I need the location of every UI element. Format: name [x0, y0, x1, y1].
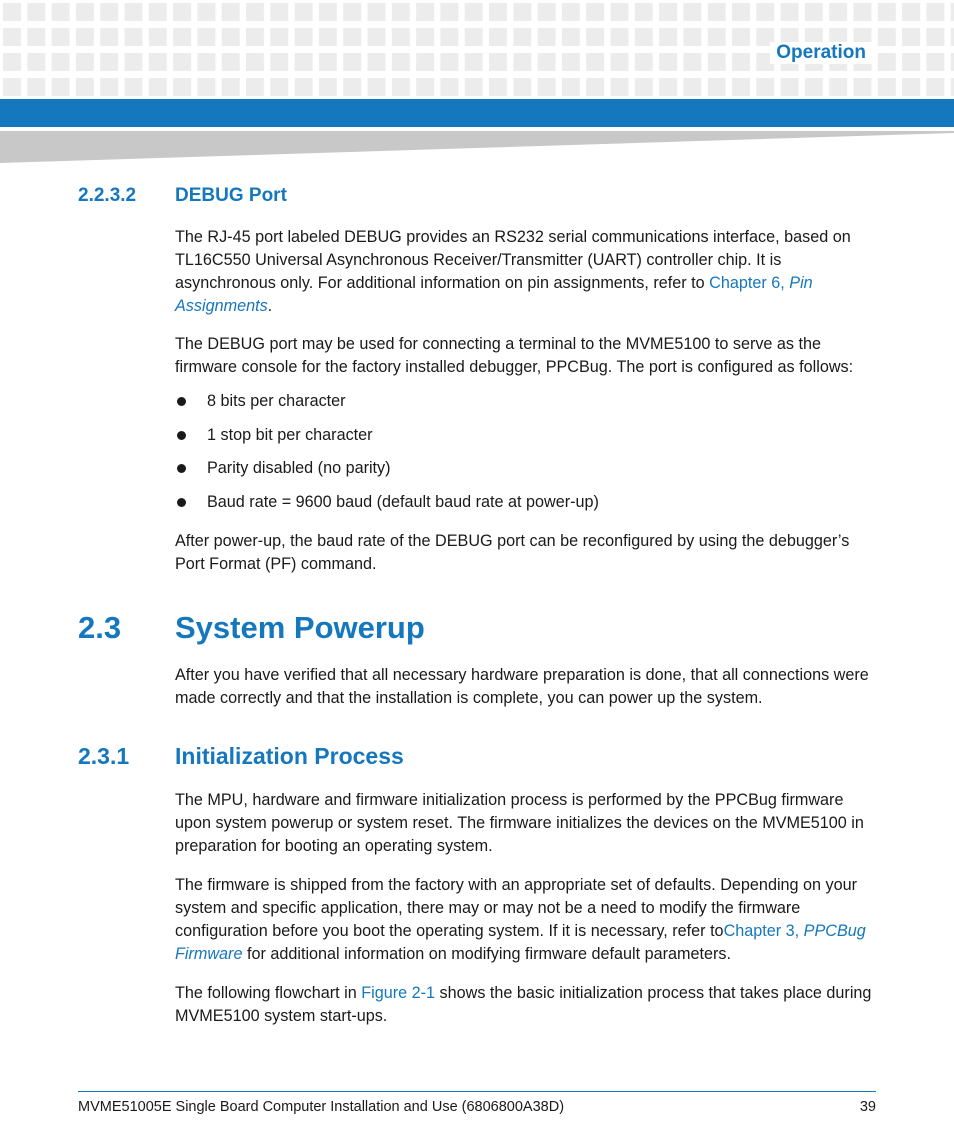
paragraph-init-overview: The MPU, hardware and firmware initialization process is performed by the PPCBug firmware upon system powerup or system reset. The firmware initializes the devices on the MVME5100 in preparation for booting an operating system.: [175, 791, 864, 855]
header-blue-bar: [0, 99, 954, 127]
heading-system-powerup: [78, 610, 425, 646]
bullet-icon: [177, 397, 186, 406]
heading-number: 2.3: [78, 610, 122, 645]
paragraph-debug-config: The DEBUG port may be used for connecting a terminal to the MVME5100 to serve as the firmware console for the factory installed debugger, PPCBug. The port is configured as follows:: [175, 335, 854, 376]
paragraph-init-defaults: [175, 874, 880, 966]
bullet-icon: [177, 498, 186, 507]
paragraph-end: shows the basic initialization process that takes place during MVME5100 system start-ups.: [175, 984, 872, 1025]
header-gray-wedge: [0, 131, 954, 163]
footer-rule: [78, 1091, 876, 1092]
link-chapter-title: Pin Assignments: [175, 274, 813, 315]
paragraph-text: The firmware is shipped from the factory with an appropriate set of defaults. Depending on your system and specific application, there may or may not be a need to modify the firmware configuration before you boot the operating system. If it is necessary, refer to: [175, 876, 858, 940]
list-item-text: 8 bits per character: [207, 392, 346, 410]
heading-initialization-process: [78, 743, 404, 770]
list-item-text: Parity disabled (no parity): [207, 459, 391, 477]
paragraph-end: for additional information on modifying firmware default parameters.: [242, 945, 732, 963]
header-section-title: Operation: [770, 42, 872, 64]
paragraph-debug-reconfigure: After power-up, the baud rate of the DEBUG port can be reconfigured by using the debugger’s Port Format (PF) command.: [175, 532, 850, 573]
heading-debug-port: [78, 185, 287, 207]
list-item-text: 1 stop bit per character: [207, 425, 373, 444]
heading-number: 2.3.1: [78, 743, 130, 769]
list-item: [175, 390, 880, 424]
debug-config-list: [175, 390, 880, 524]
paragraph-text: The RJ-45 port labeled DEBUG provides an RS232 serial communications interface, based on TL16C550 Universal Asynchronous Receiver/Transmitter (UART) controller chip. It is asynchronous only. For additional information on pin assignments, refer to: [175, 228, 851, 292]
link-figure-2-1[interactable]: Figure 2-1: [361, 984, 436, 1002]
link-chapter-title: PPCBug Firmware: [175, 922, 866, 963]
heading-number: 2.2.3.2: [78, 185, 137, 206]
paragraph-text: The following flowchart in: [175, 984, 362, 1002]
paragraph-end: .: [267, 297, 273, 315]
paragraph-debug-intro: [175, 226, 880, 318]
bullet-icon: [177, 431, 186, 440]
heading-title: DEBUG Port: [175, 185, 287, 206]
list-item-text: Baud rate = 9600 baud (default baud rate at power-up): [207, 492, 599, 511]
paragraph-powerup: After you have verified that all necessary hardware preparation is done, that all connections were made correctly and that the installation is complete, you can power up the system.: [175, 666, 869, 707]
list-item: [175, 457, 880, 491]
link-chapter-text: Chapter 6,: [709, 274, 790, 292]
footer-doc-title: MVME51005E Single Board Computer Installation and Use (6806800A38D): [78, 1099, 565, 1115]
list-item: [175, 424, 880, 458]
link-chapter-text: Chapter 3,: [723, 922, 804, 940]
list-item: [175, 491, 880, 525]
heading-title: Initialization Process: [175, 743, 404, 769]
footer-page-number: 39: [859, 1099, 876, 1115]
bullet-icon: [177, 464, 186, 473]
paragraph-init-flowchart: [175, 982, 880, 1028]
heading-title: System Powerup: [175, 610, 425, 645]
